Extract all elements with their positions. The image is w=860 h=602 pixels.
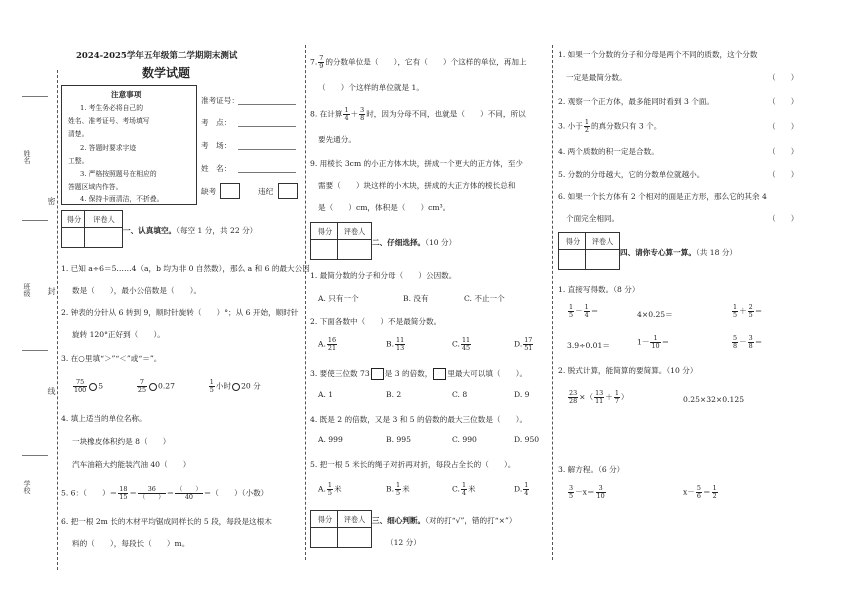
- column-separator: [305, 45, 306, 560]
- fraction: $\frac{1}{5}$: [209, 378, 214, 394]
- notice-title: 注意事项: [111, 90, 142, 99]
- judge-4: 4. 两个质数的积一定是合数。: [558, 147, 659, 156]
- fraction: $\frac{36}{( )}$: [139, 485, 165, 501]
- field-ticket-line[interactable]: [238, 104, 296, 105]
- question-1-4: 4. 填上适当的单位名称。: [61, 414, 147, 423]
- choice-3-option-b[interactable]: B. 2: [386, 390, 402, 399]
- binding-mark-line: 线: [47, 387, 56, 395]
- score-label: 得分: [66, 215, 82, 224]
- judge-6-answer[interactable]: （ ）: [768, 214, 799, 223]
- absent-box[interactable]: [220, 183, 240, 199]
- judge-5-answer[interactable]: （ ）: [768, 170, 799, 179]
- choice-1-option-b[interactable]: B. 没有: [403, 294, 429, 303]
- score-label: 得分: [565, 237, 581, 246]
- judge-1-answer[interactable]: （ ）: [768, 73, 799, 82]
- notice-line: 姓名、准考证号、考场填写: [68, 117, 150, 125]
- question-1-2: 2. 钟表的分针从 6 转到 9，顺时针旋转（ ）°；从 6 开始，顺时针: [61, 308, 299, 317]
- equation-1: $\frac{3}{5}$ －x＝ $\frac{3}{10}$: [569, 484, 605, 500]
- notice-line: 1. 考生务必将自己的: [80, 104, 144, 112]
- question-1-6: 6. 把一根 2m 长的木材平均锯成同样长的 5 段，每段是这根木: [61, 517, 272, 526]
- question-1-7: 7. $\frac{7}{9}$ 的分数单位是（ ），它有（ ）个这样的单位，再加上: [310, 54, 527, 70]
- calc-item: 3.9÷0.01＝: [567, 341, 610, 350]
- grader-label: 评卷人: [343, 515, 366, 524]
- column-separator: [552, 45, 553, 560]
- field-site-label: 考 点：: [201, 118, 232, 127]
- calc-2b: 0.25×32×0.125: [683, 395, 745, 404]
- binding-divider: [22, 220, 48, 221]
- question-1-4a: 一块橡皮体积约是 8（ ）: [72, 437, 171, 446]
- judge-5: 5. 分数的分母越大，它的分数单位就越小。: [558, 170, 705, 179]
- section2-title: 二、仔细选择。（10 分）: [372, 238, 457, 247]
- choice-1-option-a[interactable]: A. 只有一个: [318, 294, 359, 303]
- compare-circle[interactable]: [149, 383, 157, 391]
- judge-4-answer[interactable]: （ ）: [768, 147, 799, 156]
- exam-title: 2024-2025学年五年级第二学期期末测试: [76, 51, 238, 61]
- calc-item: 1－ $\frac{1}{10}$ ＝: [637, 334, 670, 350]
- question-1-8: 8. 在计算 $\frac{1}{4}$ ＋ $\frac{3}{8}$ 时，因为分母不同，也就是（ ）不同，所以: [310, 106, 526, 122]
- score-label: 得分: [317, 227, 333, 236]
- field-site-line[interactable]: [238, 126, 296, 127]
- score-label: 得分: [317, 515, 333, 524]
- question-1-9-cont: 需要（ ）块这样的小木块，拼成的大正方体的棱长总和: [318, 181, 516, 190]
- calc-2-heading: 2. 脱式计算，能简算的要简算。（10 分）: [558, 366, 698, 375]
- violation-label: 违纪: [258, 187, 274, 196]
- choice-3: 3. 要使三位数 73 是 3 的倍数， 里最大可以填（ ）。: [310, 369, 528, 378]
- fraction: $\frac{3}{8}$: [360, 106, 365, 122]
- question-1-5: 5. 6：（ ）＝ $\frac{18}{15}$ ＝ $\frac{36}{( )}$ ＝ $\frac{( )}{40}$ ＝（ ）（小数）: [61, 485, 269, 501]
- calc-item: $\frac{1}{5}$ ＋ $\frac{2}{5}$ ＝: [733, 303, 763, 319]
- grader-label: 评卷人: [343, 227, 366, 236]
- binding-dashed-line: [57, 70, 58, 570]
- choice-5-option-b[interactable]: B. $\frac{1}{5}$ 米: [386, 481, 410, 497]
- question-1-1-cont: 数是（ ），最小公倍数是（ ）。: [72, 286, 202, 295]
- section3-title: 三、细心判断。（对的打“√”，错的打“×”）: [372, 516, 517, 525]
- choice-4-option-b[interactable]: B. 995: [386, 435, 411, 444]
- score-box: [558, 232, 620, 270]
- choice-1: 1. 最简分数的分子和分母（ ）公因数。: [310, 271, 457, 280]
- choice-5-option-a[interactable]: A. $\frac{1}{5}$ 米: [318, 481, 342, 497]
- question-1-3: 3. 在○里填“＞”“＜”或“＝”。: [61, 354, 162, 363]
- judge-3: 3. 小于 $\frac{1}{2}$ 的真分数只有 3 个。: [558, 118, 662, 134]
- notice-line: 4. 保持卡面清洁，不折叠。: [80, 195, 164, 203]
- binding-divider: [22, 96, 48, 97]
- binding-divider: [22, 455, 48, 456]
- judge-3-answer[interactable]: （ ）: [768, 122, 799, 131]
- question-1-9: 9. 用棱长 3cm 的小正方体木块，拼成一个更大的正方体，至少: [310, 159, 524, 168]
- calc-1-heading: 1. 直接写得数。（8 分）: [558, 285, 640, 294]
- section3-score-note: （12 分）: [386, 538, 421, 547]
- score-box: [61, 210, 123, 248]
- field-name-label: 姓 名：: [201, 164, 232, 173]
- choice-5-option-c[interactable]: C. $\frac{1}{4}$ 米: [452, 481, 476, 497]
- question-1-6-cont: 料的（ ），每段长（ ）m。: [72, 539, 190, 548]
- question-1-3-items: $\frac{75}{100}$ 5 $\frac{7}{25}$ 0.27 $\frac{1}{5}$ 小时 20 分: [74, 378, 261, 394]
- binding-label-class: 班级: [23, 283, 31, 297]
- choice-2-option-a[interactable]: A. $\frac{16}{21}$: [318, 336, 337, 352]
- section4-title: 四、请你专心算一算。（共 18 分）: [620, 248, 738, 257]
- judge-2-answer[interactable]: （ ）: [768, 97, 799, 106]
- choice-5-option-d[interactable]: D. $\frac{1}{4}$: [514, 481, 529, 497]
- choice-2-option-d[interactable]: D. $\frac{17}{51}$: [514, 336, 533, 352]
- calc-item: $\frac{1}{5}$ － $\frac{1}{4}$ ＝: [569, 303, 599, 319]
- judge-6-cont: 个面完全相同。: [566, 214, 620, 223]
- fraction: $\frac{18}{15}$: [119, 485, 128, 501]
- question-1-9-cont2: 是（ ）cm，体积是（ ）cm³。: [318, 203, 451, 212]
- judge-6: 6. 如果一个长方体有 2 个相对的面是正方形，那么它的其余 4: [558, 192, 767, 201]
- notice-box: [61, 85, 197, 205]
- fraction: $\frac{( )}{40}$: [176, 485, 202, 501]
- choice-3-option-a[interactable]: A. 1: [318, 390, 334, 399]
- notice-line: 答题区域内作答。: [68, 183, 123, 191]
- calc-3-heading: 3. 解方程。（6 分）: [558, 465, 625, 474]
- choice-4-option-d[interactable]: D. 950: [514, 435, 540, 444]
- field-room-label: 考 场：: [201, 141, 232, 150]
- choice-4: 4. 既是 2 的倍数，又是 3 和 5 的倍数的最大三位数是（ ）。: [310, 415, 528, 424]
- question-1-7-cont: （ ）个这样的单位就是 1。: [318, 83, 424, 92]
- field-name-line[interactable]: [238, 172, 296, 173]
- choice-4-option-c[interactable]: C. 990: [452, 435, 477, 444]
- choice-1-option-c[interactable]: C. 不止一个: [464, 294, 505, 303]
- choice-2-option-c[interactable]: C. $\frac{11}{45}$: [452, 336, 471, 352]
- choice-5: 5. 把一根 5 米长的绳子对折再对折，每段占全长的（ ）。: [310, 460, 516, 469]
- question-1-1: 1. 已知 a÷6＝5……4（a，b 均为非 0 自然数），那么 a 和 6 的最大公因: [61, 264, 310, 273]
- compare-circle[interactable]: [89, 383, 97, 391]
- notice-line: 清楚。: [68, 130, 89, 138]
- grader-label: 评卷人: [93, 215, 115, 224]
- score-box: [310, 510, 372, 548]
- fraction: $\frac{7}{25}$: [137, 378, 147, 394]
- judge-1: 1. 如果一个分数的分子和分母是两个不同的质数，这个分数: [558, 50, 758, 59]
- notice-line: 工整。: [68, 157, 89, 165]
- question-1-2-cont: 旋转 120°正好到（ ）。: [72, 330, 165, 339]
- compare-circle[interactable]: [232, 383, 240, 391]
- judge-1-cont: 一定是最简分数。: [566, 73, 627, 82]
- question-1-8-cont: 要先通分。: [318, 135, 356, 144]
- calc-item: 4×0.25＝: [637, 310, 673, 319]
- choice-2-option-b[interactable]: B. $\frac{11}{13}$: [386, 336, 405, 352]
- binding-mark-seal2: 封: [47, 287, 56, 295]
- binding-mark-seal: 密: [47, 197, 56, 205]
- choice-2: 2. 下面各数中（ ）不是最简分数。: [310, 317, 442, 326]
- grader-label: 评卷人: [591, 237, 614, 246]
- question-1-4b: 汽车油箱大约能装汽油 40（ ）: [72, 460, 191, 469]
- violation-box[interactable]: [278, 183, 298, 199]
- calc-item: $\frac{5}{8}$ － $\frac{3}{8}$ ＝: [733, 334, 763, 350]
- choice-4-option-a[interactable]: A. 999: [318, 435, 343, 444]
- choice-3-option-c[interactable]: C. 8: [452, 390, 468, 399]
- field-room-line[interactable]: [238, 149, 296, 150]
- notice-line: 3. 严格按照题号在相应的: [80, 170, 157, 178]
- digit-box[interactable]: [433, 368, 446, 380]
- binding-label-name: 姓名: [23, 150, 31, 164]
- score-box: [310, 222, 372, 260]
- calc-2a: $\frac{23}{28}$ ×（ $\frac{13}{11}$ ＋ $\frac{1}{7}$ ）: [569, 389, 629, 405]
- fraction: $\frac{1}{4}$: [344, 106, 349, 122]
- exam-subject: 数学试题: [142, 66, 191, 80]
- digit-box[interactable]: [371, 368, 384, 380]
- absent-label: 缺考: [201, 187, 217, 196]
- section1-title: 一、认真填空。（每空 1 分，共 22 分）: [123, 226, 258, 235]
- field-ticket-label: 准考证号：: [201, 96, 239, 105]
- fraction: $\frac{75}{100}$: [74, 378, 87, 394]
- judge-2: 2. 观察一个正方体，最多能同时看到 3 个面。: [558, 97, 715, 106]
- fraction: $\frac{7}{9}$: [319, 54, 324, 70]
- notice-line: 2. 答题时要求字迹: [80, 144, 137, 152]
- equation-2: x－ $\frac{5}{6}$ ＝ $\frac{1}{2}$: [683, 484, 717, 500]
- binding-divider: [22, 350, 48, 351]
- choice-3-option-d[interactable]: D. 9: [514, 390, 530, 399]
- binding-label-school: 学校: [23, 480, 31, 494]
